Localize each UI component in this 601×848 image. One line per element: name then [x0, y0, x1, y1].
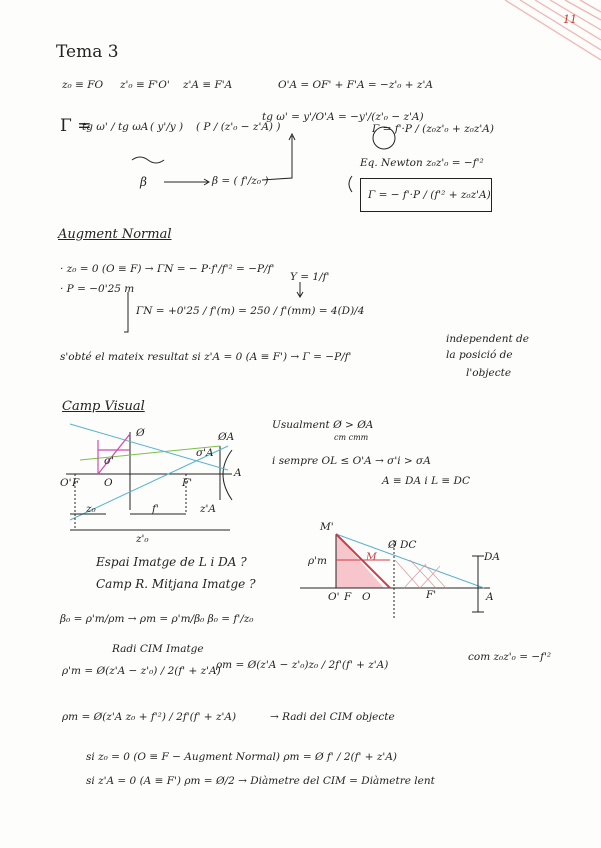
cim-op: O': [328, 591, 340, 603]
camp-u1: Usualment Ø > ØA: [272, 419, 374, 431]
gamma-ratio: tg ω' / tg ωA: [82, 121, 149, 133]
cim-o: O: [362, 591, 371, 603]
formula-radi: Radi CIM Imatge: [112, 643, 204, 655]
camp-heading: Camp Visual: [62, 399, 145, 414]
camp-u3: A ≡ DA i L ≡ DC: [382, 475, 470, 487]
diag-a: A: [234, 467, 242, 479]
cim-rho: ρ'm: [308, 555, 328, 567]
gamma-tg: tg ω' = y'/O'A = −y'/(z'₀ − z'A): [262, 111, 424, 123]
formula-newton: com z₀z'₀ = −f'²: [468, 651, 552, 663]
diag-z0: z₀: [86, 503, 96, 515]
formula-rho-obj1: ρm = Ø(z'A − z'₀)z₀ / 2f'(f' + z'A): [216, 659, 389, 671]
cim-phi: Ø: [388, 539, 397, 551]
cim-m: M': [320, 521, 334, 533]
diag-fp-len: f': [152, 503, 159, 515]
formula-case1: si z₀ = 0 (O ≡ F − Augment Normal) ρm = Ø f' / 2(f' + z'A): [86, 751, 398, 763]
def-za: z'A ≡ F'A: [183, 79, 233, 91]
formula-rho-img: ρ'm = Ø(z'A − z'₀) / 2(f' + z'A): [62, 665, 221, 677]
diag-siga: σ'A: [196, 447, 214, 459]
cim-a: A: [486, 591, 494, 603]
augment-line2: · P = −0'25 m: [60, 283, 135, 295]
diag-f: F: [72, 477, 80, 489]
augment-indep2: la posició de: [446, 349, 513, 361]
diag-o: O: [104, 477, 113, 489]
gamma-paren2: ( P / (z'₀ − z'A) ): [196, 121, 281, 133]
beta-eq: β = ( f'/z₀ ): [212, 175, 269, 187]
formula-case2: si z'A = 0 (A ≡ F') ρm = Ø/2 → Diàmetre del CIM = Diàmetre lent: [86, 775, 435, 787]
cim-mm: M: [366, 551, 377, 563]
augment-note: Y = 1/f': [290, 271, 330, 283]
cim-fp: F': [426, 589, 437, 601]
formula-rho-obj2: ρm = Ø(z'A z₀ + f'²) / 2f'(f' + z'A): [62, 711, 237, 723]
formula-rho-obj2-note: → Radi del CIM objecte: [270, 711, 395, 723]
augment-gn: ΓN = +0'25 / f'(m) = 250 / f'(mm) = 4(D)/4: [136, 305, 365, 317]
diag-za: z'A: [200, 503, 217, 515]
formula-beta: β₀ = ρ'm/ρm → ρm = ρ'm/β₀ β₀ = f'/z₀: [60, 613, 254, 625]
cim-dc: DC: [400, 539, 417, 551]
diag-zp0: z'₀: [136, 533, 149, 545]
beta-label: β: [140, 175, 147, 189]
diag-phi: Ø: [136, 427, 145, 439]
diag-op: O': [60, 477, 72, 489]
camp-u1sub: cm cmm: [334, 433, 369, 442]
def-oa: O'A = OF' + F'A = −z'₀ + z'A: [278, 79, 433, 91]
augment-indep1: independent de: [446, 333, 529, 345]
cim-da: DA: [484, 551, 501, 563]
def-z0: z₀ ≡ FO: [62, 79, 104, 91]
camp-u2: i sempre OL ≤ O'A → σ'i > σA: [272, 455, 431, 467]
page-number: 11: [563, 13, 577, 26]
def-z0p: z'₀ ≡ F'O': [120, 79, 170, 91]
augment-same: s'obté el mateix resultat si z'A = 0 (A ≡ F') → Γ = −P/f': [60, 351, 352, 363]
augment-line1: · z₀ = 0 (O ≡ F) → ΓN = − P·f'/f'² = −P/f': [60, 263, 275, 275]
camp-q1: Espai Imatge de L i DA ?: [96, 555, 247, 569]
diag-fp: F': [182, 477, 193, 489]
augment-indep3: l'objecte: [466, 367, 512, 379]
augment-heading: Augment Normal: [58, 227, 172, 242]
boxed-result-text: Γ = − f'·P / (f'² + z₀z'A): [368, 189, 491, 201]
cim-f: F: [344, 591, 352, 603]
gamma-paren1: ( y'/y ): [150, 121, 184, 133]
newton-label: Eq. Newton z₀z'₀ = −f'²: [360, 157, 484, 169]
page-title: Tema 3: [56, 42, 119, 62]
gamma-lhs: Γ =: [60, 116, 92, 136]
diag-sig: σ': [104, 455, 115, 467]
camp-q2: Camp R. Mitjana Imatge ?: [96, 577, 256, 591]
diag-phia: ØA: [218, 431, 235, 443]
gamma-result: Γ = f'·P / (z₀z'₀ + z₀z'A): [372, 123, 494, 135]
